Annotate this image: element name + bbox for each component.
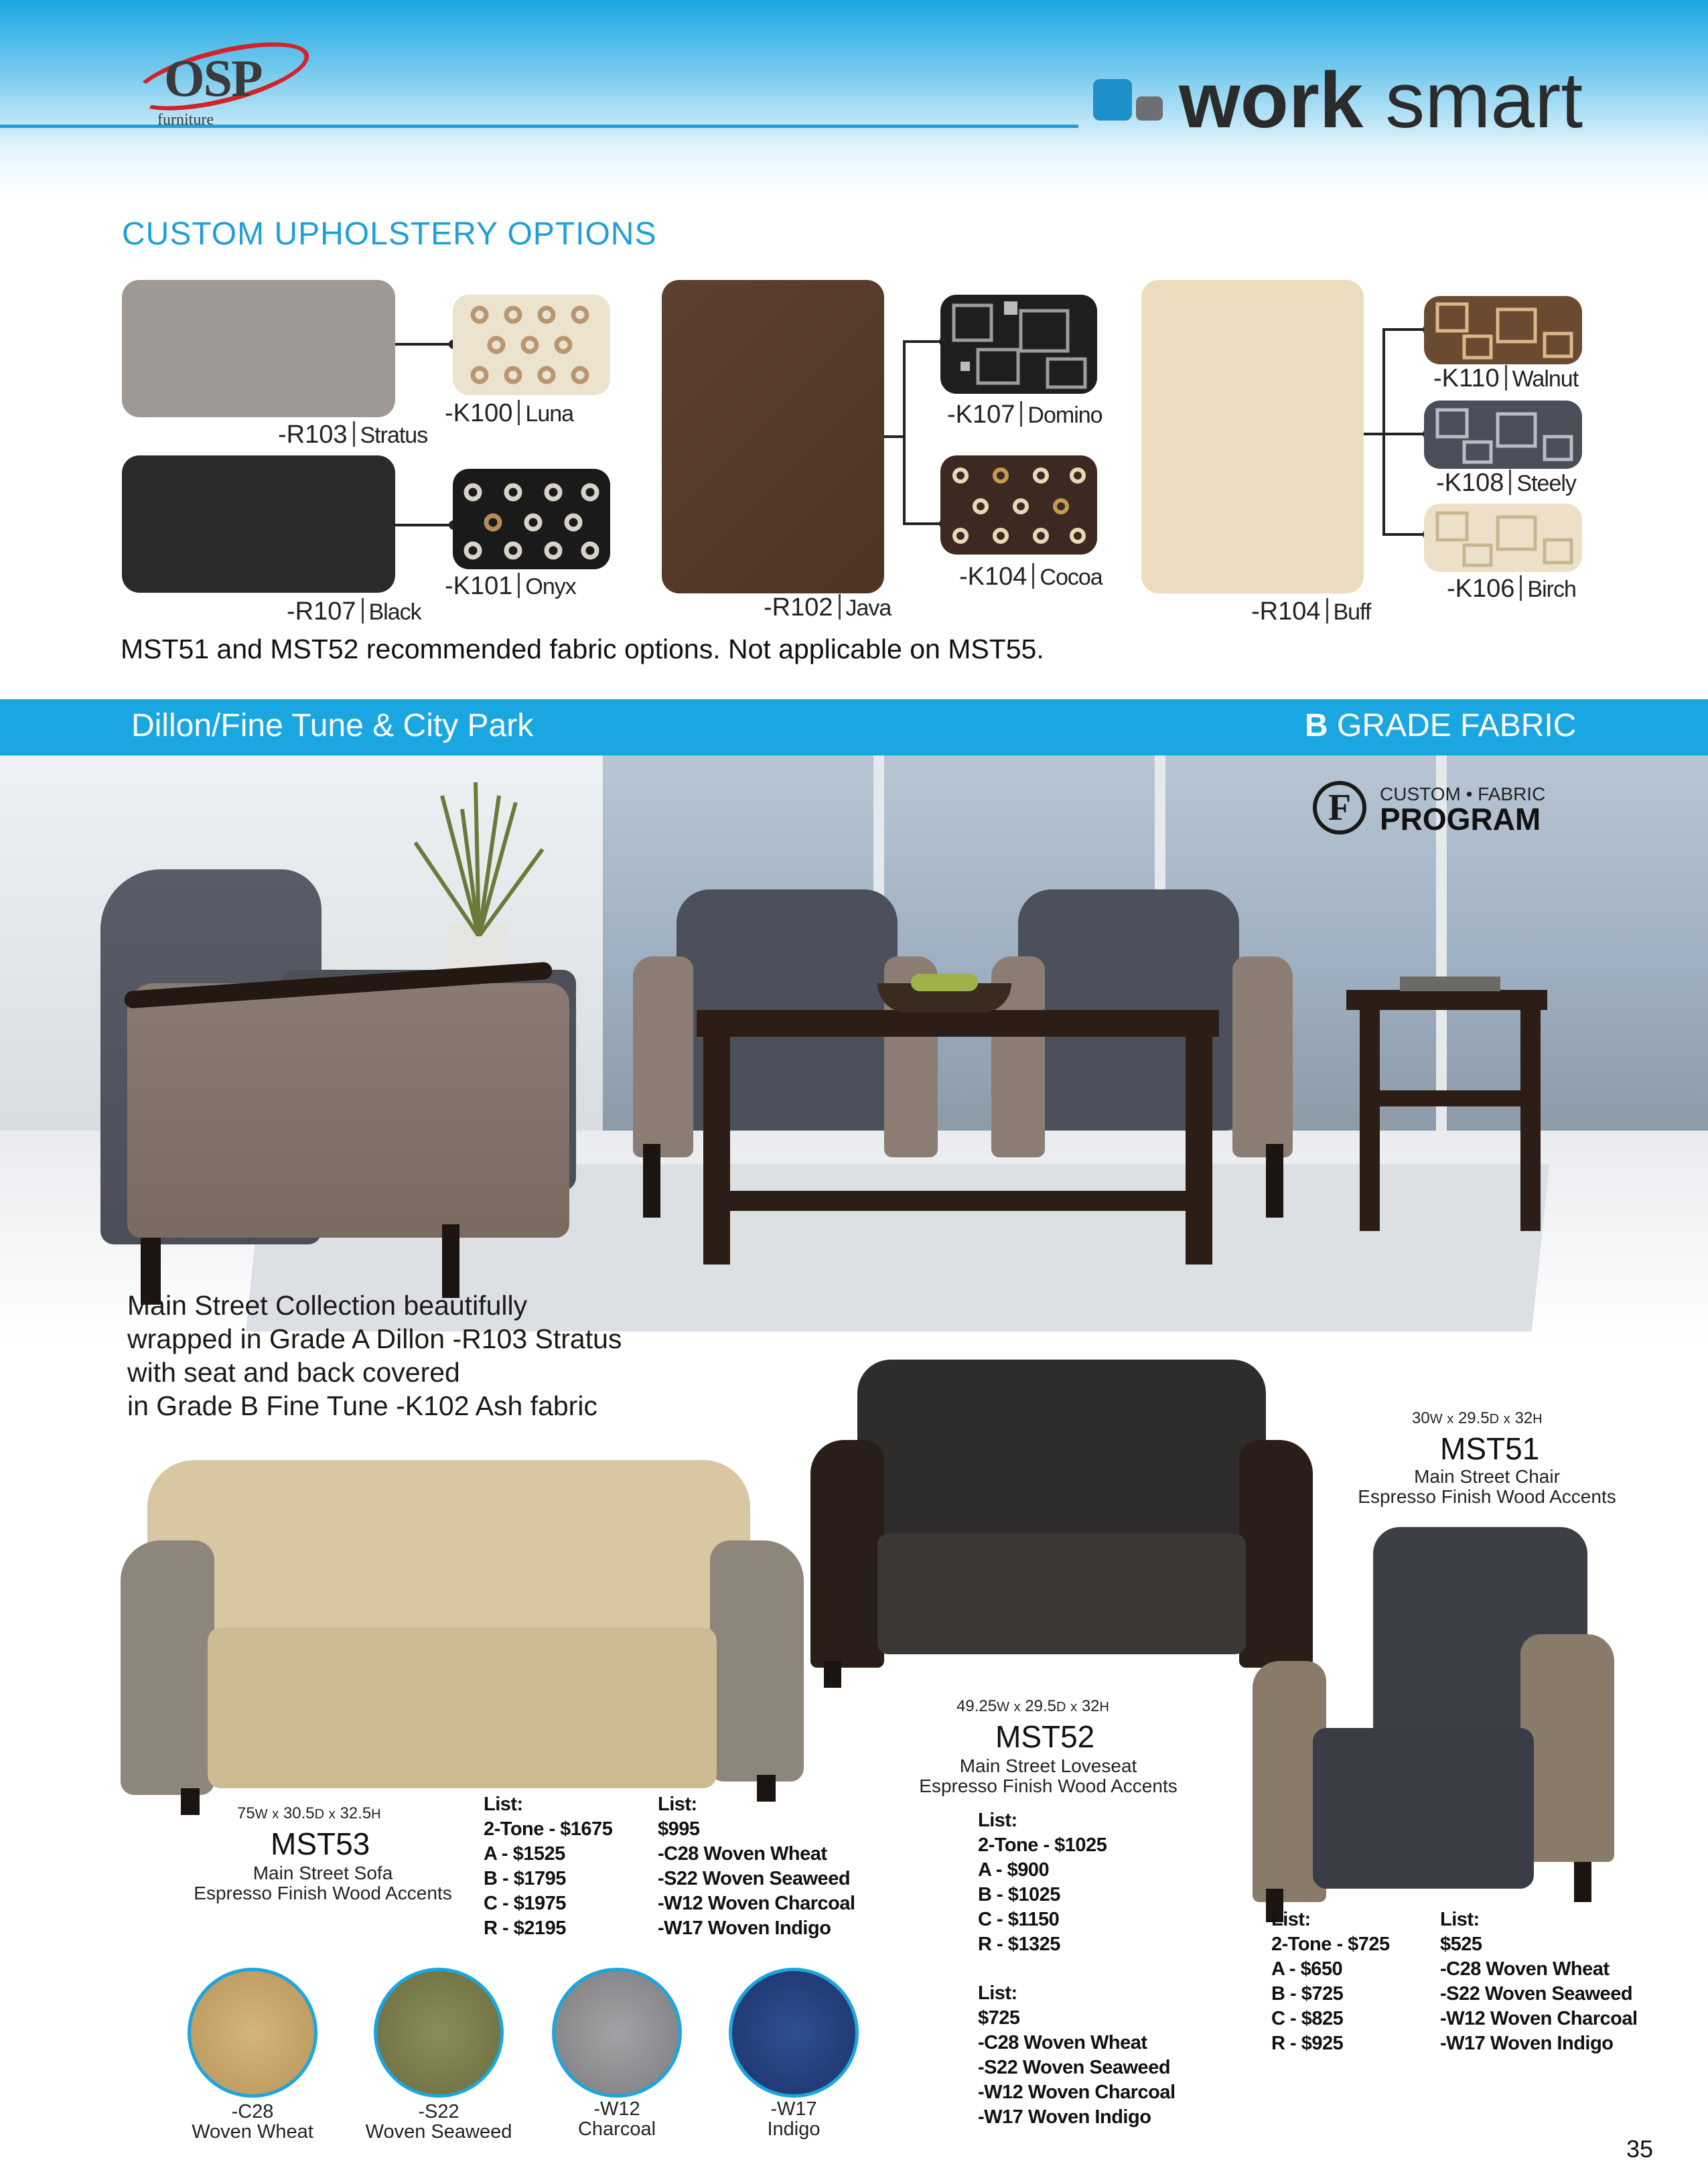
label-k107 <box>947 401 1102 429</box>
mst53-price-list-b <box>658 1792 855 1941</box>
connector-line <box>903 340 943 343</box>
mst51-leg <box>1574 1862 1591 1902</box>
circle-name: Woven Wheat <box>192 2121 313 2143</box>
side-table-top <box>1346 990 1547 1010</box>
dim-unit: D <box>314 1807 325 1822</box>
mst53-seat <box>208 1627 717 1788</box>
dim-x: x <box>1503 1412 1510 1427</box>
section-title: Dillon/Fine Tune & City Park <box>131 708 534 743</box>
mst53-dimensions <box>237 1804 381 1823</box>
price-line: A - $900 <box>978 1859 1050 1881</box>
label-k104-name: Cocoa <box>1040 565 1102 590</box>
side-table-leg <box>1520 1010 1541 1231</box>
label-k106-name: Birch <box>1527 577 1576 602</box>
connector-line <box>395 524 453 526</box>
dim-h: 32 <box>1081 1697 1100 1715</box>
label-separator <box>1032 563 1034 589</box>
caption-line: Main Street Collection beautifully <box>127 1290 528 1321</box>
price-line: C - $1975 <box>484 1893 566 1914</box>
price-line: 2-Tone - $1675 <box>484 1818 613 1840</box>
badge-bottom-text: PROGRAM <box>1380 802 1541 837</box>
label-k106-code: -K106 <box>1447 575 1515 603</box>
label-k100 <box>445 399 573 428</box>
label-k110 <box>1433 364 1578 393</box>
label-r104-code: -R104 <box>1251 597 1321 626</box>
swatch-k104 <box>940 455 1097 555</box>
swatch-circle-s22 <box>374 1968 504 2098</box>
custom-fabric-badge <box>1313 781 1567 835</box>
mst52-price-list-b <box>978 1981 1176 2130</box>
label-separator <box>1509 469 1511 495</box>
caption-line: in Grade B Fine Tune -K102 Ash fabric <box>127 1390 597 1421</box>
plant-icon <box>402 782 556 936</box>
dim-unit: W <box>997 1700 1009 1715</box>
label-r107-code: -R107 <box>287 597 356 626</box>
page-number: 35 <box>1626 2135 1654 2163</box>
label-r103 <box>278 421 427 449</box>
label-k101-name: Onyx <box>525 574 576 599</box>
mst53-price-list-a <box>484 1792 612 1941</box>
label-k104 <box>959 563 1102 591</box>
mst53-leg <box>181 1788 200 1815</box>
side-table-leg <box>1360 1010 1380 1231</box>
dim-d: 29.5 <box>1025 1697 1057 1715</box>
label-k107-code: -K107 <box>947 401 1015 429</box>
price-line: B - $725 <box>1271 1983 1344 2005</box>
circle-label-c28 <box>169 2102 336 2142</box>
connector-line <box>1382 328 1427 331</box>
badge-top-text: CUSTOM • FABRIC <box>1380 784 1546 804</box>
caption-line: with seat and back covered <box>127 1357 460 1388</box>
connector-line <box>1382 533 1427 536</box>
mst53-desc1: Main Street Sofa <box>253 1863 393 1883</box>
price-line: -S22 Woven Seaweed <box>658 1868 851 1889</box>
swatch-circle-c28 <box>188 1968 317 2098</box>
price-line: 2-Tone - $725 <box>1271 1934 1390 1955</box>
circle-name: Woven Seaweed <box>365 2121 512 2143</box>
price-line: List: <box>1440 1909 1480 1930</box>
dim-d: 30.5 <box>283 1804 315 1822</box>
osp-logo-text: OSP <box>164 49 262 107</box>
label-r104 <box>1251 597 1370 626</box>
dim-w: 49.25 <box>956 1697 997 1715</box>
label-k108-name: Steely <box>1516 471 1576 496</box>
price-line: List: <box>1271 1909 1311 1930</box>
books <box>1400 976 1500 991</box>
price-line: -W17 Woven Indigo <box>978 2106 1151 2128</box>
mst51-desc2: Espresso Finish Wood Accents <box>1358 1486 1616 1507</box>
mst52-loveseat-image <box>797 1360 1320 1694</box>
dim-unit: D <box>1056 1700 1066 1715</box>
price-line: -W17 Woven Indigo <box>658 1917 831 1939</box>
label-r103-code: -R103 <box>278 421 348 449</box>
dim-unit: W <box>255 1807 268 1822</box>
label-r103-name: Stratus <box>360 423 428 448</box>
circle-code: -C28 <box>231 2101 274 2122</box>
chair-arm <box>1232 956 1293 1157</box>
badge-f-icon: F <box>1313 781 1366 835</box>
mst51-desc1: Main Street Chair <box>1414 1466 1560 1487</box>
label-k101-code: -K101 <box>445 572 513 600</box>
circle-name: Charcoal <box>577 2118 656 2140</box>
label-k108-code: -K108 <box>1436 469 1504 497</box>
label-k100-code: -K100 <box>445 399 513 427</box>
price-line: List: <box>978 1982 1017 2004</box>
label-k107-name: Domino <box>1027 403 1102 428</box>
dim-x: x <box>272 1807 279 1822</box>
dim-unit: H <box>371 1807 381 1822</box>
upholstery-note: MST51 and MST52 recommended fabric options. Not applicable on MST55. <box>121 634 1044 664</box>
mst53-sofa-image <box>121 1440 804 1815</box>
worksmart-wordmark <box>1179 56 1583 145</box>
price-line: List: <box>658 1794 697 1815</box>
coffee-table-leg <box>703 1037 730 1264</box>
mst52-dimensions <box>956 1697 1109 1716</box>
mst52-leg <box>824 1661 841 1688</box>
price-line: B - $1025 <box>978 1884 1060 1905</box>
label-separator <box>1326 598 1328 624</box>
chair-leg <box>643 1144 660 1218</box>
dim-x: x <box>1447 1412 1454 1427</box>
mst53-desc2: Espresso Finish Wood Accents <box>194 1883 452 1903</box>
label-separator <box>1505 365 1507 390</box>
mst52-price-list-a <box>978 1808 1107 1957</box>
swatch-r107 <box>122 455 395 593</box>
mst53-arm <box>121 1540 214 1795</box>
price-line: C - $825 <box>1271 2008 1344 2029</box>
dim-h: 32.5 <box>340 1804 372 1822</box>
dim-unit: D <box>1489 1412 1500 1427</box>
worksmart-bold: work <box>1179 56 1364 145</box>
coffee-table-leg <box>1186 1037 1212 1264</box>
price-line: $995 <box>658 1818 700 1840</box>
dim-d: 29.5 <box>1457 1409 1490 1427</box>
price-line: List: <box>484 1794 523 1815</box>
swatch-r103 <box>122 280 395 417</box>
mst51-price-list-b <box>1440 1907 1638 2056</box>
connector-line <box>1382 433 1427 435</box>
dim-unit: H <box>1533 1412 1543 1427</box>
dim-x: x <box>328 1807 336 1822</box>
osp-logo-subtext: furniture <box>157 111 214 129</box>
circle-label-w12 <box>533 2099 701 2139</box>
mst51-dimensions <box>1412 1409 1543 1428</box>
coffee-table-top <box>697 1010 1219 1037</box>
price-line: R - $1325 <box>978 1934 1060 1955</box>
grade-letter: B <box>1305 708 1328 743</box>
osp-logo <box>131 42 318 129</box>
label-k108 <box>1436 469 1576 498</box>
sofa-arm <box>127 983 569 1238</box>
dim-x: x <box>1013 1700 1021 1715</box>
label-k110-code: -K110 <box>1433 364 1500 392</box>
price-line: -W12 Woven Charcoal <box>658 1893 855 1914</box>
price-line: $725 <box>978 2007 1020 2029</box>
label-separator <box>1520 575 1522 601</box>
mst52-desc1: Main Street Loveseat <box>959 1755 1137 1776</box>
upholstery-title: CUSTOM UPHOLSTERY OPTIONS <box>122 216 657 252</box>
swatch-circle-w17 <box>729 1968 859 2098</box>
price-line: B - $1795 <box>484 1868 566 1889</box>
price-line: A - $650 <box>1271 1958 1343 1980</box>
grade-text: GRADE FABRIC <box>1337 708 1577 743</box>
label-r107-name: Black <box>368 599 421 625</box>
price-line: -W12 Woven Charcoal <box>1440 2008 1638 2029</box>
caption-line: wrapped in Grade A Dillon -R103 Stratus <box>127 1323 622 1354</box>
dim-w: 75 <box>237 1804 255 1822</box>
price-line: R - $925 <box>1271 2033 1344 2054</box>
label-separator <box>518 573 520 598</box>
swatch-k108 <box>1424 401 1582 469</box>
price-line: 2-Tone - $1025 <box>978 1834 1107 1856</box>
mst51-price-list-a <box>1271 1907 1390 2056</box>
circle-name: Indigo <box>767 2118 821 2140</box>
label-separator <box>353 421 355 447</box>
circle-code: -W17 <box>770 2098 817 2120</box>
connector-line <box>1364 433 1384 435</box>
label-r102 <box>764 593 891 622</box>
circle-label-w17 <box>710 2099 877 2139</box>
label-k106 <box>1447 575 1576 603</box>
price-line: -C28 Woven Wheat <box>1440 1958 1610 1980</box>
swatch-k110 <box>1424 296 1582 364</box>
room-caption <box>127 1289 622 1423</box>
label-k101 <box>445 572 576 601</box>
label-r104-name: Buff <box>1333 599 1371 625</box>
price-line: -S22 Woven Seaweed <box>978 2057 1171 2078</box>
grade-label <box>1305 707 1576 744</box>
label-r102-code: -R102 <box>764 593 833 622</box>
swatch-k107 <box>940 295 1097 394</box>
price-line: R - $2195 <box>484 1917 566 1939</box>
mst53-arm <box>710 1540 804 1782</box>
mst52-seat <box>877 1534 1246 1654</box>
price-line: List: <box>978 1810 1017 1831</box>
chair-arm <box>633 956 693 1157</box>
mst51-model: MST51 <box>1440 1431 1540 1466</box>
label-k100-name: Luna <box>525 401 574 427</box>
connector-line <box>395 343 453 346</box>
dim-x: x <box>1070 1700 1078 1715</box>
coffee-table-shelf <box>710 1191 1206 1211</box>
price-line: C - $1150 <box>978 1909 1060 1930</box>
label-k110-name: Walnut <box>1512 366 1579 392</box>
mst53-model: MST53 <box>271 1826 370 1861</box>
label-r102-name: Java <box>845 595 892 621</box>
swatch-circle-w12 <box>552 1968 682 2098</box>
mst51-chair-image <box>1253 1527 1628 1929</box>
label-separator <box>1020 401 1022 427</box>
mst52-model: MST52 <box>995 1719 1095 1754</box>
swatch-k106 <box>1424 504 1582 572</box>
fruit <box>911 974 978 991</box>
swatch-k101 <box>453 469 610 569</box>
circle-code: -W12 <box>593 2098 640 2120</box>
room-photo <box>0 755 1708 1345</box>
label-separator <box>362 598 364 624</box>
worksmart-light: smart <box>1385 56 1583 145</box>
circle-label-s22 <box>348 2102 529 2142</box>
connector-line <box>903 340 906 525</box>
worksmart-logo-icon <box>1093 79 1173 126</box>
mst51-arm <box>1520 1634 1614 1862</box>
mst52-desc2: Espresso Finish Wood Accents <box>919 1776 1178 1796</box>
sofa-leg <box>442 1224 459 1298</box>
connector-line <box>903 522 943 525</box>
label-separator <box>839 594 841 620</box>
mst51-seat <box>1313 1728 1534 1889</box>
price-line: -W12 Woven Charcoal <box>978 2082 1176 2103</box>
price-line: -W17 Woven Indigo <box>1440 2033 1614 2054</box>
swatch-r102 <box>662 280 884 593</box>
connector-line <box>1382 328 1385 536</box>
side-table-shelf <box>1366 1090 1541 1106</box>
connector-line <box>884 435 904 438</box>
label-r107 <box>287 597 421 626</box>
chair-leg <box>1266 1144 1283 1218</box>
circle-code: -S22 <box>418 2101 459 2122</box>
price-line: A - $1525 <box>484 1843 565 1865</box>
dim-w: 30 <box>1412 1409 1430 1427</box>
price-line: -C28 Woven Wheat <box>978 2032 1147 2053</box>
label-separator <box>518 400 520 425</box>
price-line: $525 <box>1440 1934 1482 1955</box>
dim-unit: W <box>1429 1412 1443 1427</box>
mst52-arm <box>810 1440 884 1668</box>
dim-unit: H <box>1099 1700 1109 1715</box>
swatch-r104 <box>1141 280 1364 593</box>
label-k104-code: -K104 <box>959 563 1027 591</box>
price-line: -C28 Woven Wheat <box>658 1843 827 1865</box>
price-line: -S22 Woven Seaweed <box>1440 1983 1633 2005</box>
dim-h: 32 <box>1514 1409 1533 1427</box>
swatch-k100 <box>453 295 610 395</box>
